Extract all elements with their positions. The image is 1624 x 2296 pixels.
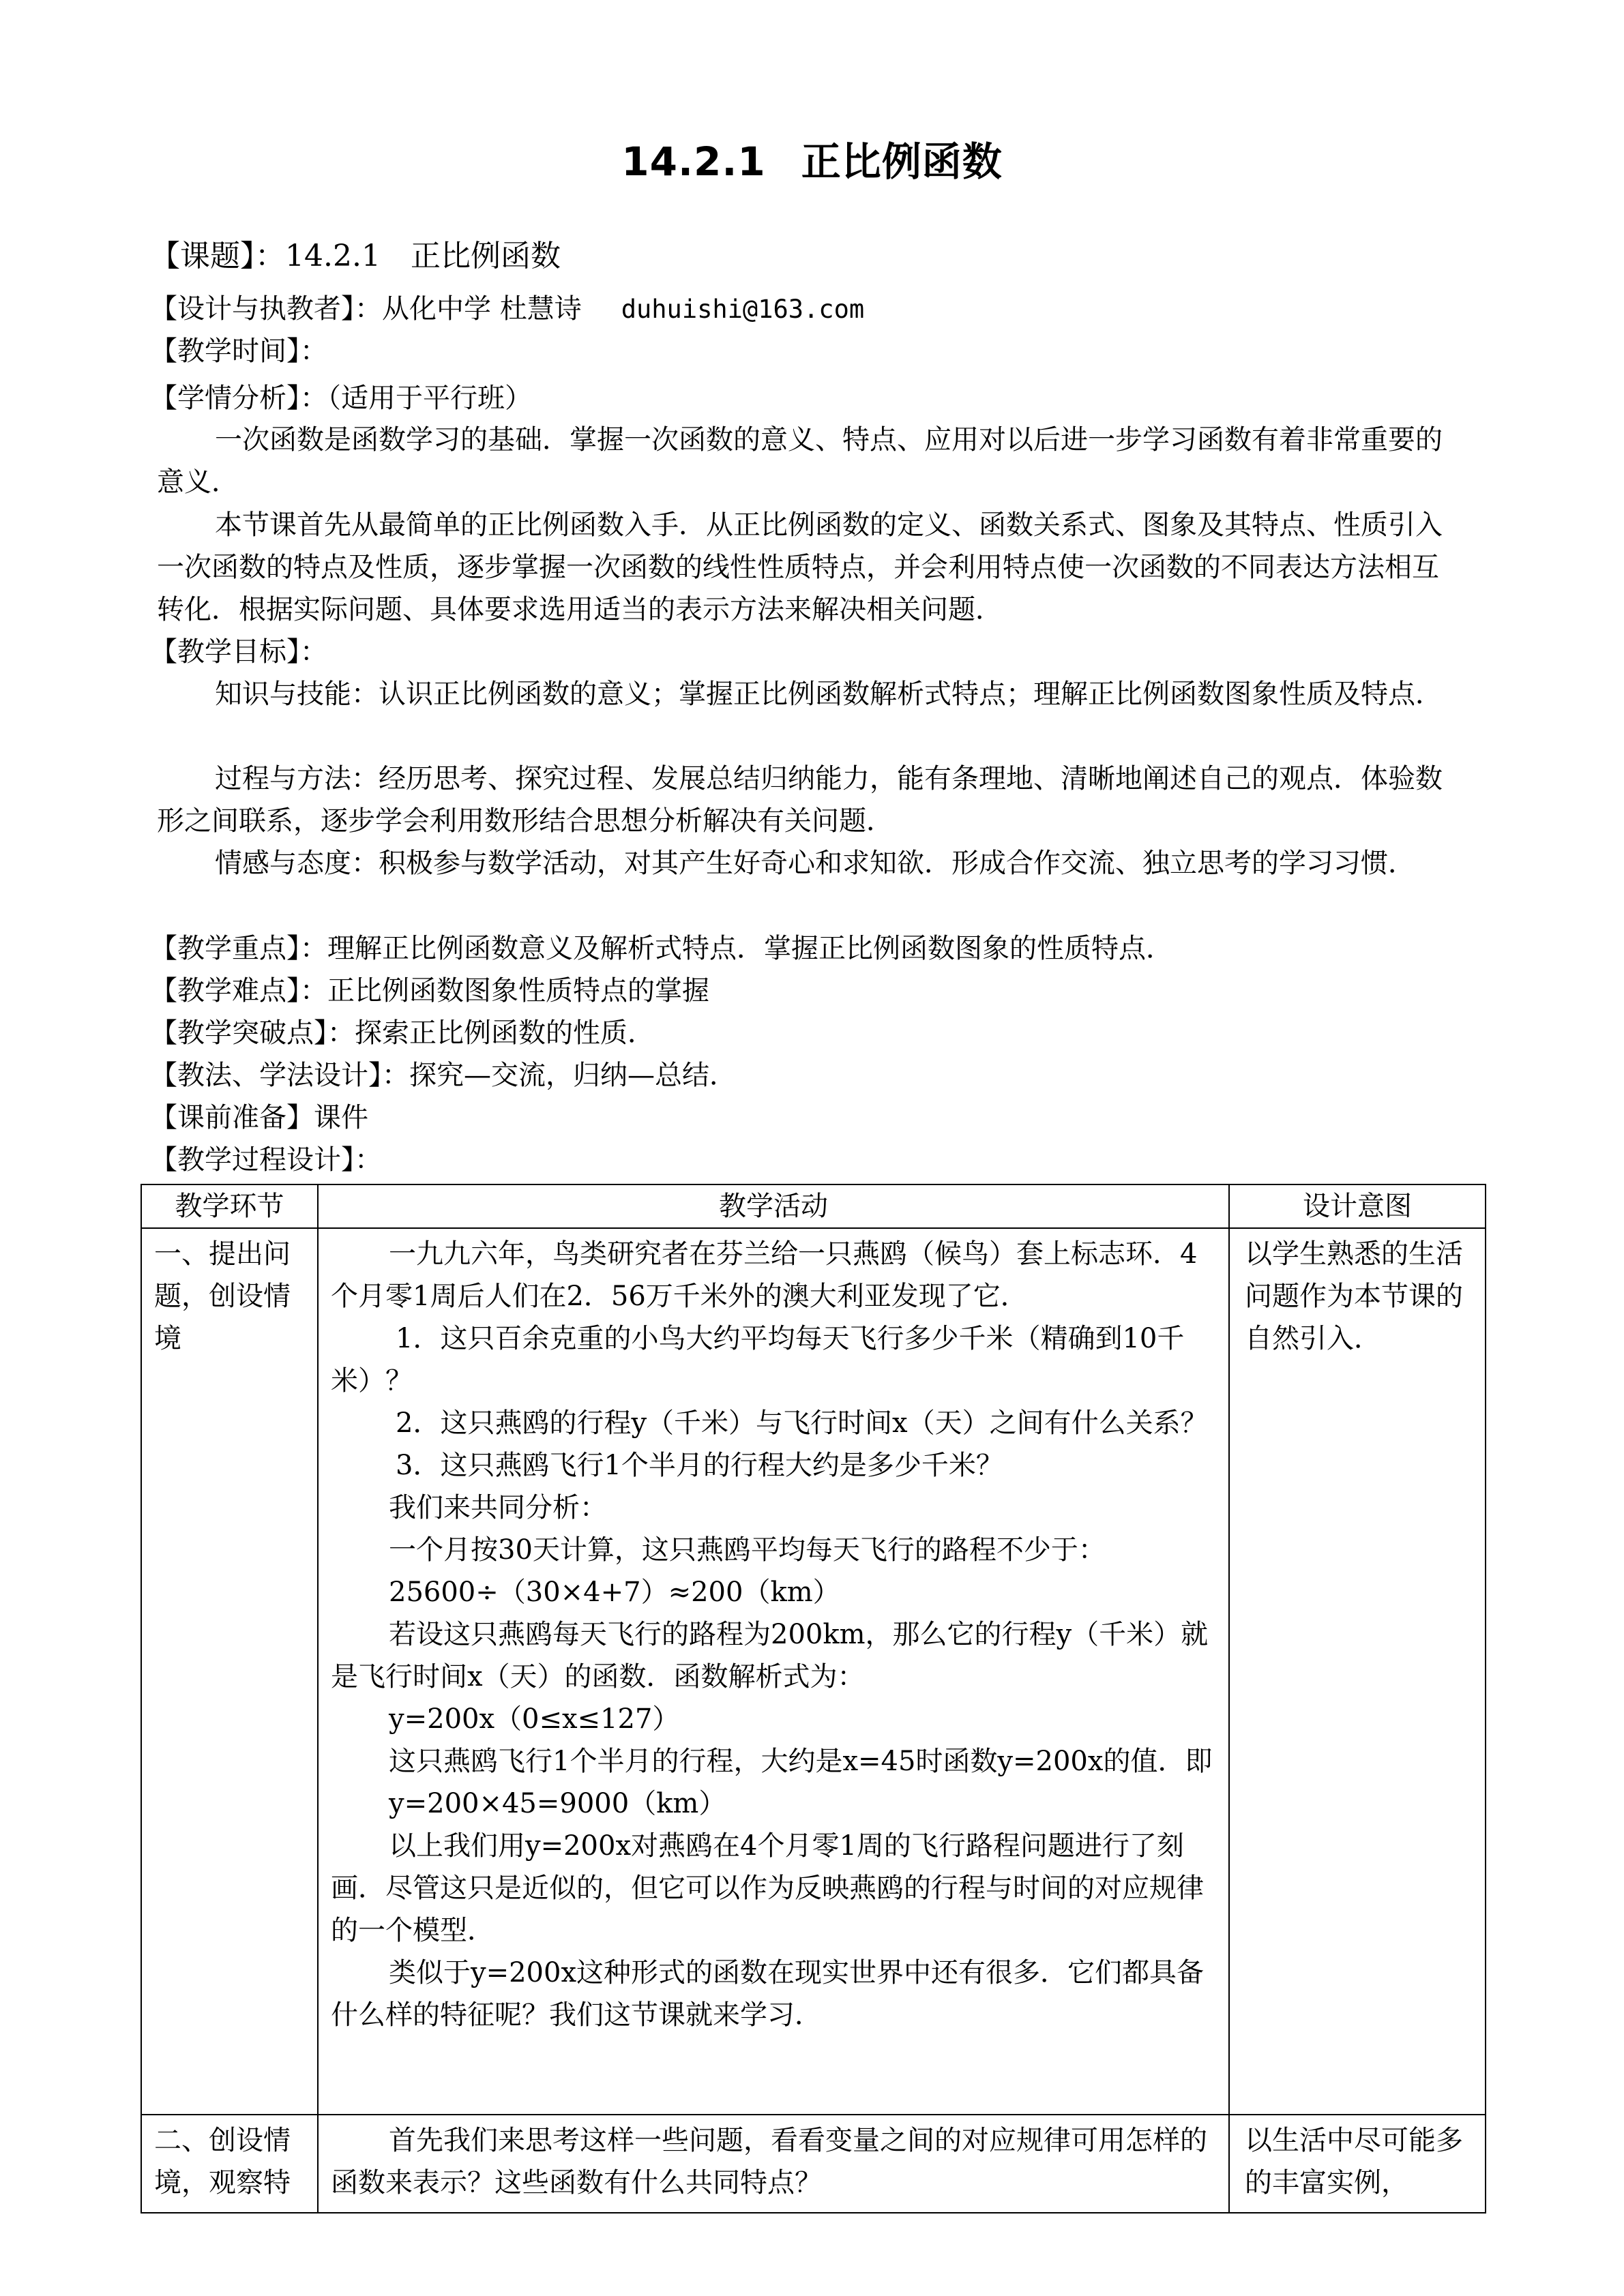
goal-paragraph-attitude: 情感与态度：积极参与数学活动，对其产生好奇心和求知欲．形成合作交流、独立思考的学习习惯．	[215, 848, 1415, 879]
analysis-heading: 【学情分析】：（适用于平行班）	[150, 383, 532, 414]
table-row	[141, 1228, 1486, 2115]
activity-paragraph: 我们来共同分析：	[389, 1492, 607, 1523]
lesson-process-table	[141, 1184, 1486, 2213]
time-line: 【教学时间】：	[150, 336, 327, 367]
formula-line: y=200x（0≤x≤127）	[389, 1703, 680, 1735]
header-stage: 教学环节	[141, 1184, 318, 1228]
breakthrough-line: 【教学突破点】：探索正比例函数的性质．	[150, 1017, 655, 1049]
activity-paragraph: 一九九六年，鸟类研究者在芬兰给一只燕鸥（候鸟）套上标志环．4个月零1周后人们在2．56万千米外的澳大利亚发现了它．	[331, 1238, 1198, 1312]
header-intent: 设计意图	[1229, 1184, 1486, 1228]
key-points-line: 【教学重点】：理解正比例函数意义及解析式特点．掌握正比例函数图象的性质特点．	[150, 933, 1173, 964]
activity-paragraph: 以上我们用y=200x对燕鸥在4个月零1周的飞行路程问题进行了刻画．尽管这只是近似的，但它可以作为反映燕鸥的行程与时间的对应规律的一个模型．	[331, 1830, 1204, 1946]
prep-line: 【课前准备】课件	[150, 1102, 368, 1133]
activity-paragraph: 类似于y=200x这种形式的函数在现实世界中还有很多．它们都具备什么样的特征呢？我们这节课就来学习．	[331, 1957, 1205, 2031]
activity-paragraph: 一个月按30天计算，这只燕鸥平均每天飞行的路程不少于：	[389, 1534, 1106, 1566]
table-row	[141, 2115, 1486, 2213]
page-title	[0, 130, 1624, 187]
title-number: 14.2.1	[621, 138, 766, 185]
formula-line: 25600÷（30×4+7）≈200（km）	[389, 1577, 840, 1608]
subject-line: 【课题】：14.2.1 正比例函数	[150, 239, 561, 273]
activity-cell	[318, 1228, 1229, 2115]
question-item: 2．这只燕鸥的行程y（千米）与飞行时间x（天）之间有什么关系？	[396, 1407, 1208, 1439]
activity-paragraph: 这只燕鸥飞行1个半月的行程，大约是x=45时函数y=200x的值．即	[389, 1746, 1213, 1777]
formula-line: y=200×45=9000（km）	[389, 1788, 726, 1819]
analysis-paragraph-1: 一次函数是函数学习的基础．掌握一次函数的意义、特点、应用对以后进一步学习函数有着非常重要的意义．	[157, 424, 1443, 498]
goal-paragraph-process: 过程与方法：经历思考、探究过程、发展总结归纳能力，能有条理地、清晰地阐述自己的观点．体验数形之间联系，逐步学会利用数形结合思想分析解决有关问题．	[157, 763, 1443, 837]
header-activity: 教学活动	[318, 1184, 1229, 1228]
analysis-paragraph-2: 本节课首先从最简单的正比例函数入手．从正比例函数的定义、函数关系式、图象及其特点、性质引入一次函数的特点及性质，逐步掌握一次函数的线性性质特点，并会利用特点使一次函数的不同表达方法相互转化．根据实际问题、具体要求选用适当的表示方法来解决相关问题．	[157, 509, 1443, 625]
difficulty-line: 【教学难点】：正比例函数图象性质特点的掌握	[150, 975, 709, 1007]
question-item: 3．这只燕鸥飞行1个半月的行程大约是多少千米？	[396, 1450, 1003, 1481]
goal-paragraph-knowledge: 知识与技能：认识正比例函数的意义；掌握正比例函数解析式特点；理解正比例函数图象性质及特点．	[215, 679, 1443, 710]
method-line: 【教法、学法设计】：探究—交流，归纳—总结．	[150, 1060, 737, 1091]
designer-line	[150, 288, 1446, 331]
designer-text: 【设计与执教者】：从化中学 杜慧诗	[150, 293, 582, 325]
process-heading: 【教学过程设计】：	[150, 1144, 382, 1176]
table-header-row	[141, 1184, 1486, 1228]
title-name: 正比例函数	[801, 138, 1003, 185]
stage-cell: 二、创设情境，观察特	[141, 2115, 318, 2213]
intent-cell: 以生活中尽可能多的丰富实例，	[1229, 2115, 1486, 2213]
activity-cell	[318, 2115, 1229, 2213]
designer-email: duhuishi@163.com	[621, 295, 865, 324]
activity-paragraph: 若设这只燕鸥每天飞行的路程为200km，那么它的行程y（千米）就是飞行时间x（天）的函数．函数解析式为：	[331, 1619, 1209, 1693]
goals-heading: 【教学目标】：	[150, 636, 327, 668]
intent-cell: 以学生熟悉的生活问题作为本节课的自然引入．	[1229, 1228, 1486, 2115]
question-item: 1．这只百余克重的小鸟大约平均每天飞行多少千米（精确到10千米）？	[331, 1323, 1185, 1397]
activity-paragraph: 首先我们来思考这样一些问题，看看变量之间的对应规律可用怎样的函数来表示？这些函数有什么共同特点？	[331, 2125, 1207, 2198]
stage-cell: 一、提出问题，创设情境	[141, 1228, 318, 2115]
